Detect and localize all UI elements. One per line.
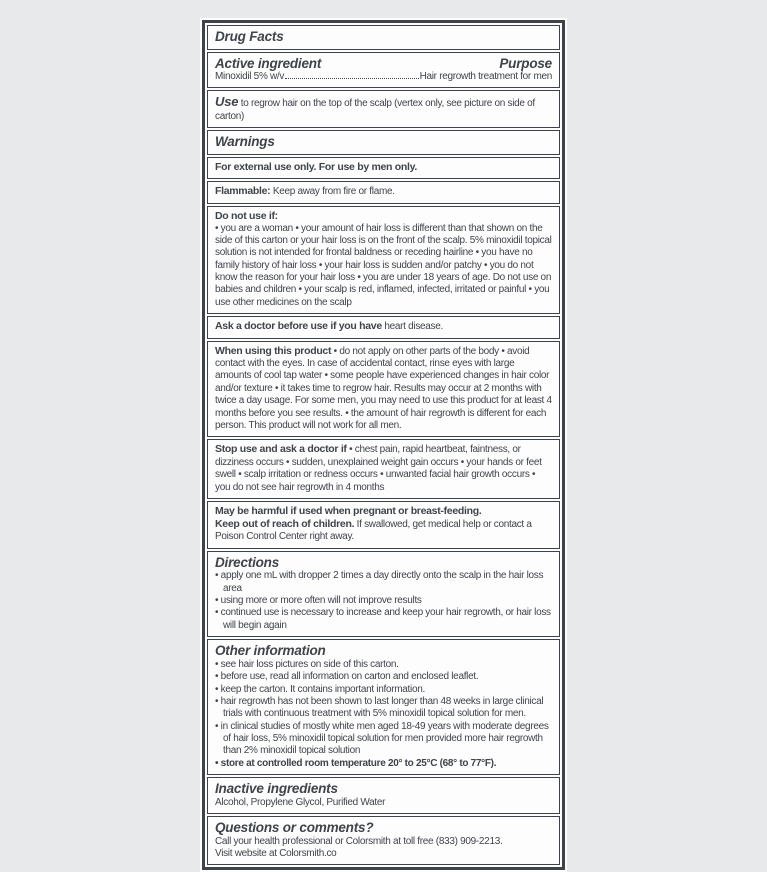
flammable-label: Flammable:: [215, 185, 271, 198]
section-when-using: [207, 341, 560, 438]
list-item: • continued use is necessary to increase and keep your hair regrowth, or hair loss will begin again: [215, 607, 551, 631]
section-ask-doctor: [207, 316, 560, 338]
section-pregnancy-warning: [207, 501, 560, 549]
drug-facts-title: Drug Facts: [215, 29, 284, 44]
section-flammable: [207, 181, 560, 203]
use-heading: Use: [215, 94, 239, 110]
ingredient-name: Minoxidil 5% w/v: [215, 71, 285, 83]
section-inactive-ingredients: [207, 777, 560, 814]
section-active-ingredient: [207, 52, 560, 89]
when-using-label: When using this product: [215, 344, 332, 357]
questions-phone-line: Call your health professional or Colorsmith at toll free (833) 909-2213.: [215, 835, 503, 847]
list-item: • keep the carton. It contains important information.: [215, 683, 425, 695]
drug-facts-label: [200, 18, 567, 872]
section-other-information: [207, 639, 560, 775]
ask-doctor-label: Ask a doctor before use if you have: [215, 320, 382, 333]
active-ingredient-heading-row: [215, 56, 552, 72]
keep-out-of-reach-text: If swallowed, get medical help or contact a Poison Control Center right away.: [215, 518, 532, 543]
drug-facts-label-inner: [202, 20, 565, 870]
purpose-value: Hair regrowth treatment for men: [419, 71, 552, 83]
do-not-use-text: • you are a woman • your amount of hair loss is different than that shown on the side of this carton or your hair loss is on the front of the scalp. 5% minoxidil topical solution is not intended for frontal baldness or receding hairline • you have no family history of hair loss • your hair loss is sudden and/or patchy • you do not know the reason for your hair loss • you are under 18 years of age. Do not use on babies and children • your scalp is red, inflamed, infected, irritated or painful • you use other medicines on the scalp: [215, 222, 552, 308]
list-item: • hair regrowth has not been shown to last longer than 48 weeks in large clinical trials with continuous treatment with 5% minoxidil topical solution for men.: [215, 695, 544, 720]
inactive-ingredients-text: Alcohol, Propylene Glycol, Purified Water: [215, 796, 386, 808]
active-ingredient-row: [215, 71, 552, 83]
directions-title: Directions: [215, 554, 280, 570]
list-item: • see hair loss pictures on side of this carton.: [215, 658, 399, 670]
dotted-leader: [285, 78, 418, 79]
section-do-not-use: [207, 206, 560, 315]
warnings-title: Warnings: [215, 134, 275, 150]
when-using-text: • do not apply on other parts of the body • avoid contact with the eyes. In case of accidental contact, rinse eyes with large amounts of cool tap water • some people have experienced changes in hair color and/or texture • it takes time to regrow hair. Results may occur at 2 months with twice a day usage. For some men, you may need to use this product for at least 4 months before you see results. • the amount of hair regrowth is different for each person. This product will not work for all men.: [215, 345, 552, 431]
list-item: • before use, read all information on carton and enclosed leaflet.: [215, 671, 479, 683]
pregnancy-line: May be harmful if used when pregnant or breast-feeding.: [215, 504, 482, 517]
keep-out-of-reach-line: [215, 518, 552, 544]
stop-use-label: Stop use and ask a doctor if: [215, 443, 347, 456]
inactive-ingredients-title: Inactive ingredients: [215, 781, 338, 797]
do-not-use-label: Do not use if:: [215, 209, 278, 222]
section-questions: [207, 816, 560, 865]
list-item-storage: • store at controlled room temperature 20° to 25°C (68° to 77°F).: [215, 757, 497, 769]
active-ingredient-heading: Active ingredient: [215, 55, 322, 71]
section-directions: [207, 551, 560, 637]
section-stop-use: [207, 439, 560, 499]
list-item: • apply one mL with dropper 2 times a day directly onto the scalp in the hair loss area: [215, 570, 544, 594]
keep-out-of-reach-label: Keep out of reach of children.: [215, 517, 355, 530]
list-item: • in clinical studies of mostly white men aged 18-49 years with moderate degrees of hair loss, 5% minoxidil topical solution for men provided more hair regrowth than 2% minoxidil topical solution: [215, 720, 549, 757]
section-external-use: [207, 157, 560, 179]
use-text: to regrow hair on the top of the scalp (vertex only, see picture on side of carton): [215, 98, 535, 122]
section-drug-facts: [207, 25, 560, 50]
questions-website-line: Visit website at Colorsmith.co: [215, 848, 337, 860]
external-use-text: For external use only. For use by men only.: [215, 160, 418, 173]
questions-title: Questions or comments?: [215, 820, 374, 836]
other-information-title: Other information: [215, 643, 326, 659]
stop-use-text: • chest pain, rapid heartbeat, faintness, or dizziness occurs • sudden, unexplained weight gain occurs • your hands or feet swell • scalp irritation or redness occurs • unwanted facial hair growth occurs • you do not see hair regrowth in 4 months: [215, 444, 542, 493]
flammable-text: Keep away from fire or flame.: [270, 186, 395, 198]
ask-doctor-text: heart disease.: [381, 321, 443, 333]
purpose-heading: Purpose: [499, 55, 552, 71]
section-use: [207, 90, 560, 128]
list-item: • using more or more often will not improve results: [215, 595, 422, 607]
section-warnings: [207, 130, 560, 155]
